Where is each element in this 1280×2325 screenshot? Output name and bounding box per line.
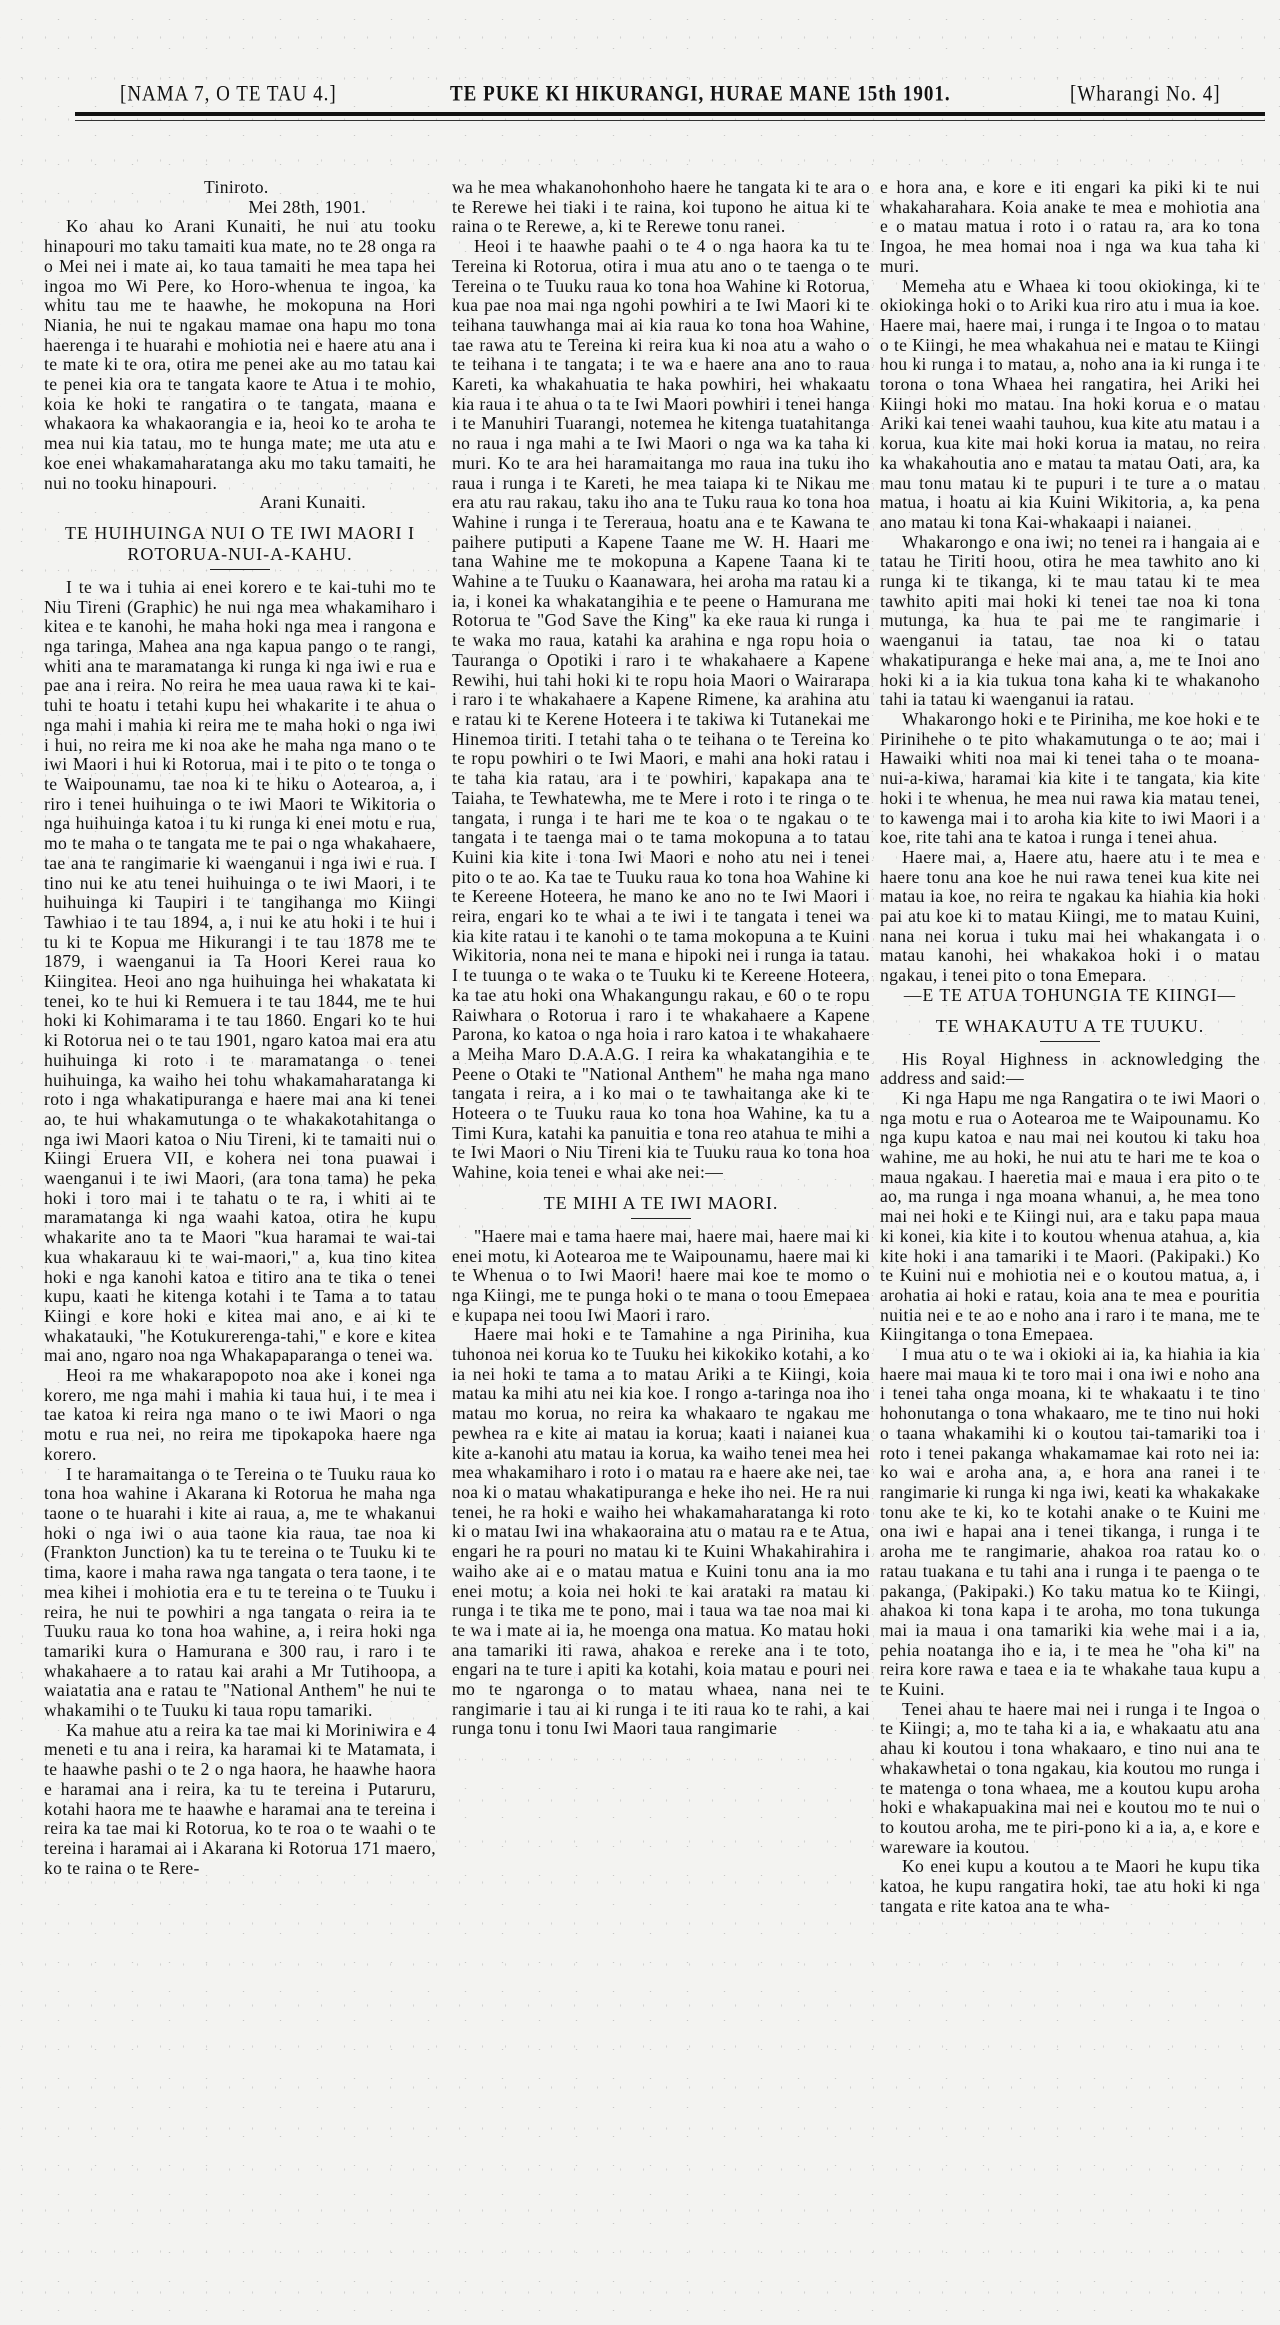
paragraph: I te haramaitanga o te Tereina o te Tuuku raua ko tona hoa wahine i Akarana ki Rotorua he maha nga taone o te huarahi i kite ai raua, a, me te whakanui hoki o nga iwi o aua taone kia raua, tae noa ki (Frankton Junction) ka tu te tereina o te Tuuku ki te tima, kaore i maha rawa nga tangata o tera taone, i te mea kihei i mohiotia era e tu te tereina o te Tuuku i reira, he nui te powhiri a nga tangata o reira ia te Tuuku raua ko tona hoa wahine, a, i reira hoki nga tamariki kura o Hamurana e 300 rau, i raro i te whakahaere a to ratau kai arahi a Mr Tutihoopa, a waiatatia ana e ratau te "National Anthem" he nui te whakamihi o te Tuuku ki taua ropu tamariki. (44, 1463, 436, 1721)
paragraph: Ka mahue atu a reira ka tae mai ki Moriniwira e 4 meneti e tu ana i reira, ka haramai ki te Matamata, i te haawhe pashi o te 2 o nga haora, he haawhe haora e haramai ana i reira, ka tu te tereina i Putaruru, kotahi haora me te haawhe e haramai ana te tereina i reira ka tae mai ki Rotorua, ko te roa o te waahi o te tereina i haramai ai i Akarana ki Rotorua 171 maero, ko te raina o te Rere- (44, 1719, 436, 1878)
masthead (0, 84, 1280, 124)
heading-rule (631, 1218, 691, 1219)
paragraph: Haere mai hoki e te Tamahine a nga Piriniha, kua tuhonoa nei korua ko te Tuuku hei kikokiko kotahi, a ko ia nei hoki te tama a to matau Ariki a te Kiingi, koia matau ka mihi atu nei kia koe. I rongo a-taringa noa iho matau mo korua, no reira ka whakaaro te ngakau me pewhea ra e kite ai matau ia korua; kaati i naianei kua kite a-kanohi atu matau ia korua, ka waiho tenei mea hei mea whakamiharo i roto i o matau ra e haere ake nei, tae noa ki o matau whakatipuranga e heke iho nei. He ra nui tenei, he ra hoki e waiho hei whakamaharatanga ki roto ki o matau Iwi ina whakaoraina atu o matau ra e te Atua, engari he ra pouri no matau ki te Kuini Whakahirahira i waiho ake ai e o matau matua e Kuini tonu ana ia mo enei motu; a koia nei hoki te kai arataki ra matau ki runga i te tika me te pono, mai i taua wa tae noa mai ki te wa i mate ai ia, he moenga ona matua. Ko matau hoki ana tamariki iti rawa, ahakoa e rereke ana i te toto, engari na te ture i apiti ka kotahi, koia matau e pouri nei mo te ngaronga o to matau whaea, nana nei te rangimarie i tau ai ki runga i te iti raua ko te rahi, a kai runga tonu i tonu Iwi Maori taua rangimarie (452, 1324, 870, 1739)
paragraph: Ko ahau ko Arani Kunaiti, he nui atu tooku hinapouri mo taku tamaiti kua mate, no te 28 onga ra o Mei nei i mate ai, ko taua tamaiti he mea tapa hei ingoa mo Wi Pere, ko Horo-whenua te ingoa, ka whitu tau me te haawhe, he mokopuna na Hori Niania, he nui te ngakau mamae ona hapu mo tona haerenga i te huarahi e mohiotia nei e haere atu ana i te mate ki te ora, otira me penei ake au mo tatau kai te penei kia ora te tangata kaore te Atua i te mohio, koia ke hoki te rangatira o te tangata, maana e whakaora ka whakaorangia e ia, heoi ko te aroha te mea nui kia tatau, mo te hunga mate; me uta atu e koe enei whakamaharatanga aku mo taku tamaiti, he nui no tooku hinapouri. (44, 216, 436, 493)
heading-rule (210, 569, 270, 570)
paragraph: Ki nga Hapu me nga Rangatira o te iwi Maori o nga motu e rua o Aotearoa me te Waipounamu. Ko nga kupu katoa e nau mai nei koutou ki taku hoa wahine, me au hoki, he nui atu te hari me te koa o maua ngakau. I haeretia mai e maua i era pito o te ao, ma runga i nga moana whanui, a, he mea tono mai nei hoki e te Kiingi nui, ara e taku papa maua ki konei, kia kite i to koutou whenua atahua, a, kia kite hoki i ana tamariki i te Maori. (Pakipaki.) Ko te Kuini nui e mohiotia nei e o koutou matua, a, i arohatia ai hoki e ratau, koia ana te mea e pouritia nuitia nei e te ao e noho ana i raro i te mana, me te Kiingitanga o tona Emepaea. (880, 1087, 1260, 1345)
newspaper-title-date: TE PUKE KI HIKURANGI, HURAE MANE 15th 1901. (450, 82, 951, 107)
paragraph: Memeha atu e Whaea ki toou okiokinga, ki te okiokinga hoki o to Ariki kua riro atu i mua ia koe. Haere mai, haere mai, i runga i te Ingoa o to matau o te Kiingi, he mea whakahua nei e matau te Kiingi hou ki runga i to matau, a, noho ana ia ki runga i te torona o tona Whaea hei rangatira, hei Ariki hei Kiingi hoki mo matau. Ina hoki korua e o matau Ariki kai tenei waahi tauhou, kua kite atu matau i a korua, kua kite mai hoki korua ia matau, no reira ka whakahoutia ano e matau ta matau Oati, ara, ka mau tonu matau ki te pupuri i te ture a o matau matua, i hoatu ai kia Kuini Wikitoria, a, ka pena ano matau ki tona Kai-whakaapi i naianei. (880, 275, 1260, 532)
column-3 (880, 178, 1260, 2293)
masthead-rule-thin (75, 120, 1265, 121)
heading-rule (1040, 1041, 1100, 1042)
paragraph: "Haere mai e tama haere mai, haere mai, haere mai ki enei motu, ki Aotearoa me te Waipounamu, haere mai ki te Whenua o to Iwi Maori! haere mai koe te momo o nga Kiingi, me te punga hoki o te mana o toou Emepaea e kupapa nei toou Iwi Maori i raro. (452, 1225, 870, 1325)
masthead-rule-thick (75, 112, 1265, 116)
author-signature: Arani Kunaiti. (259, 492, 366, 513)
paragraph-continued: e hora ana, e kore e iti engari ka piki ki te nui whakaharahara. Koia anake te mea e mohiotia ana e o matau matua i roto i o ratau ra, ara ko tona Ingoa, he mea homai noa i nga wa kua taha ki muri. (880, 178, 1260, 276)
article-heading: TE HUIHUINGA NUI O TE IWI MAORI I ROTORUA-NUI-A-KAHU. (64, 522, 416, 564)
page-number: [Wharangi No. 4] (1070, 82, 1221, 107)
paragraph: Ko enei kupu a koutou a te Maori he kupu tika katoa, he kupu rangatira hoki, tae atu hoki ki nga tangata e rite katoa ana te wha- (880, 1856, 1260, 1916)
paragraph: Whakarongo hoki e te Piriniha, me koe hoki e te Pirinihehe o te pito whakamutunga o te ao; mai i Hawaiki whiti noa mai ki tenei taha o te moana-nui-a-kiwa, haramai kia kite i te tangata, kia kite hoki i te whenua, he mea nui rawa kia matau tenei, to kawenga mai i to aroha kia kite to iwi Maori i a koe, rite tahi ana te katoa i runga i tenei ahua. (880, 708, 1260, 848)
article-heading: TE MIHI A TE IWI MAORI. (543, 1192, 779, 1213)
paragraph-continued: wa he mea whakanohonhoho haere he tangata ki te ara o te Rerewe hei tiaki i te raina, koi tupono he aitua ki te raina o te Rerewe, a, ki te Rerewe tonu ranei. (452, 178, 870, 237)
paragraph: Whakarongo e ona iwi; no tenei ra i hangaia ai e tatau he Tiriti hoou, otira he mea tawhito ano ki runga ki te tikanga, ki te mau tatau ki te mea tawhito apiti mai hoki ki tenei tae noa ki tona mutunga, ka hua te pai me te rangimarie i waenganui ia tatau, tae noa ki o tatau whakatipuranga e heke mai ana, a, me te Inoi ano hoki ki a ia kia tukua tona kaha ki te whakanoho tahi ia tatau ki waenganui ia ratau. (880, 531, 1260, 710)
dateline-place: Tiniroto. (204, 178, 269, 197)
paragraph: Tenei ahau te haere mai nei i runga i te Ingoa o te Kiingi; a, mo te taha ki a ia, e whakaatu atu ana ahau ki koutou i tona whakaaro, e tino nui ana te whakawhetai o tona ngakau, kia koutou mo runga i te matenga o tona whaea, me a koutou kupu aroha hoki e whakapuakina mai nei e koutou mo te nui o to koutou aroha, me te piri-pono ki a ia, a, e kore e wareware ia koutou. (880, 1698, 1260, 1857)
closing-motto: —E TE ATUA TOHUNGIA TE KIINGI— (903, 984, 1237, 1005)
paragraph: I mua atu o te wa i okioki ai ia, ka hiahia ia kia haere mai maua ki te toro mai i ona iwi e noho ana i tenei taha onga moana, ki te whakaatu i te tino hohonutanga o tona whakaaro, me te tino nui hoki o taana whakamihi ki o koutou tai-tamariki toa i roto i tenei pakanga whakamamae kai roto nei ia: ko wai e aroha ana, a, e hora ana ranei i te rangimarie ki runga ki nga iwi, keati ka whakakake tonu ake te ki, ko te kotahi anake o te Kuini me ona iwi e hapai ana i tenei tikanga, i runga i te aroha me te rangimarie, ahakoa roa ratau ko o ratau tuakana e tu tahi ana i runga i te paenga o te pakanga, (Pakipaki.) Ko taku matua ko te Kiingi, ahakoa ki tona kapa i te aroha, mo tona tukunga mai ia maua i ona tamariki kia wehe mai i a ia, pehia noatanga iho e ia, i te mea he "oha ki" na reira kore rawa e taea e ia te whakahe taua kupu a te Kuini. (880, 1344, 1260, 1700)
paragraph: His Royal Highness in acknowledging the address and said:— (880, 1048, 1260, 1089)
column-1 (44, 178, 436, 2293)
article-heading: TE WHAKAUTU A TE TUUKU. (935, 1015, 1205, 1036)
paragraph: Haere mai, a, Haere atu, haere atu i te mea e haere tonu ana koe he nui rawa tenei kua kite nei matau ia koe, no reira te ngakau ka hiahia kia hoki pai atu koe ki to matau Kiingi, me to matau Kuini, nana nei korua i tuku mai hei whakangata i o matau kanohi, hei whakakoa hoki i o matau ngakau, i tenei pito o tona Emepara. (880, 846, 1260, 986)
column-2 (452, 178, 870, 2293)
dateline-date: Mei 28th, 1901. (248, 196, 366, 217)
paragraph: Heoi ra me whakarapopoto noa ake i konei nga korero, me nga mahi i mahia ki taua hui, i te mea i tae katoa ki reira nga mano o te iwi Maori o nga motu e rua nei, no reira me tipokapoka haere nga korero. (44, 1365, 436, 1464)
paragraph: I te wa i tuhia ai enei korero e te kai-tuhi mo te Niu Tireni (Graphic) he nui nga mea whakamiharo i kitea e te kanohi, he maha hoki nga mea i rangona e nga taringa, Mahea ana nga kapua pango o te rangi, whiti ana te maramatanga ki runga ki nga iwi e rua e pae ana i reira. No reira he mea uaua rawa ki te kai-tuhi te hoatu i tetahi kupu hei whakarite i te ahua o nga mahi i mahia ki reira me te maha hoki o nga iwi i hui, no reira me ki noa ake he maha nga mano o te iwi Maori i hui ki Rotorua, mai i te pito o te tonga o te Waipounamu, tae noa ki te hiku o Aotearoa, a, i riro i tenei huihuinga o te iwi Maori te Wikitoria o nga huihuinga katoa i tu ki runga ki enei motu e rua, mo te maha o te tangata me te pai o nga whakahaere, tae ana te rangimarie ki waenganui i nga iwi e rua. I tino nui ke atu tenei huihuinga o te iwi Maori, i te huihuinga ki Taupiri i te tangihanga mo Kiingi Tawhiao i te tau 1894, a, i nui ke atu hoki i te hui i tu ki te Kopua me Hikurangi i te tau 1878 me te 1879, i waenganui ia Ta Hoori Kerei raua ko Kiingitea. Heoi ano nga huihuinga hei whakatata ki tenei, ko te hui ki Remuera i te tau 1844, me te hui hoki ki Kohimarama i te tau 1860. Engari ko te hui ki Rotorua nei o te tau 1901, ngaro katoa mai era atu huihuinga ki roto i te maramatanga o tenei huihuinga, ka waiho hei tohu whakamaharatanga ki roto i nga whakatipuranga e haere mai ana ki tenei ao, te hui whakamutunga o te whakakotahitanga o nga iwi Maori katoa o Niu Tireni, ki te tamaiti nui o Kiingi Eruera VII, e kohera nei tona puawai i waenganui i te iwi Maori, (ara tona tama) he peka hoki i toro mai i te tahatu o te ra, i whiti ai te maramatanga ki nga waahi katoa, otira he kupu whakarite ano ta te Maori "kua haramai te wai-tai kua whakarauu ki te wai-maori," a, kua tino kitea hoki e nga kanohi katoa e titiro ana te tika o tenei kupu, kaati he kitenga kotahi i te Tama a to tatau Kiingi e kore hoki e kitea mai ano, e ai ki te whakatauki, "he Kotukurerenga-tahi," e kore e kitea mai ano, ngaro noa nga Whakapaparanga o tenei wa. (44, 576, 436, 1366)
paragraph: Heoi i te haawhe paahi o te 4 o nga haora ka tu te Tereina ki Rotorua, otira i mua atu ano o te taenga o te Tereina o te Tuuku raua ko tona hoa Wahine ki Rotorua, kua pae noa mai nga ngohi powhiri a te Iwi Maori ki te teihana tauwhanga mai ai kia raua ko tona hoa Wahine, tae rawa atu te Tereina ki reira kua ki noa atu a waho o te teihana i te tangata; i te wa e haere ana ano to raua Kareti, ka whakahuatia te haka powhiri, hei whakaatu kia raua i te ahua o ta te Iwi Maori powhiri i tenei hanga i te Manuhiri Tuarangi, notemea he kitenga tuatahitanga no raua i nga mahi a te Iwi Maori o nga wa ka taha ki muri. Ko te ara hei haramaitanga mo raua ina tuku iho raua i runga i te Kareti, he mea taiapa ki te Nikau me era atu rau rakau, taku iho ana te Tuku raua ko tona hoa Wahine i runga i te Tereraua, hoatu ana e te Kawana te paihere putiputi a Kapene Taane me W. H. Haari me tana Wahine me te mokopuna a Kapene Taana ki te Wahine a te Tuuku o Kaanawara, hei aroha ma ratau ki a ia, i konei ka whakatangihia e te peene o Hamurana me Rotorua te "God Save the King" ka eke raua ki runga i te waka mo raua, katahi ka arahina e nga ropu hoia o Tauranga o Opotiki i raro i te whakahaere a Kapene Rewihi, hui tahi hoki ki te ropu hoia Maori o Wairarapa i raro i te whakahaere a Kapene Rimene, ka arahina atu e ratau ki te Kerene Hoteera i te takiwa ki Tutanekai me Hinemoa tiriti. I tetahi taha o te teihana o te Tereina ko te ropu powhiri o te Iwi Maori, e mahi ana hoki ratau i te taha kia ratau, ara i te powhiri, kapakapa ana te Taiaha, te Tewhatewha, me te Mere i roto i te ringa o te tangata, i runga i te hari me te koa o te ngakau o te tangata i te taenga mai o te tama mokopuna a to tatau Kuini kia kite i tona Iwi Maori e noho atu nei i tenei pito o te ao. Ka tae te Tuuku raua ko tona hoa Wahine ki te Kereene Hoteera, he mano ke ano no te Iwi Maori i reira, engari ko te whai a te iwi i te tangata i tenei wa kia kite ratau i te kanohi o te tama mokopuna a te Kuini Wikitoria, nona nei te mana e hipoki nei i runga ia tatau. I te tuunga o te waka o te Tuuku ki te Kereene Hoteera, ka tae atu hoki ona Whakangungu rakau, e 60 o te ropu Raiwhara o Rotorua i raro i te whakahaere a Kapene Parona, ko katoa o nga hoia i raro katoa i te whakahaere a Meiha Maro D.A.A.G. I reira ka whakatangihia e te Peene o Otaki te "National Anthem" he maha nga mano tangata i reira, a i ko mai o te tawhaitanga ake ki te Hoteera o te Tuuku raua ko tona hoa Wahine, ka tu a Timi Kura, katahi ka panuitia e tona reo atahua te mihi a te Iwi Maori o Niu Tireni kia te Tuuku raua ko tona hoa Wahine, koia tenei e whai ake nei:— (452, 236, 870, 1183)
issue-number: [NAMA 7, O TE TAU 4.] (120, 82, 337, 107)
